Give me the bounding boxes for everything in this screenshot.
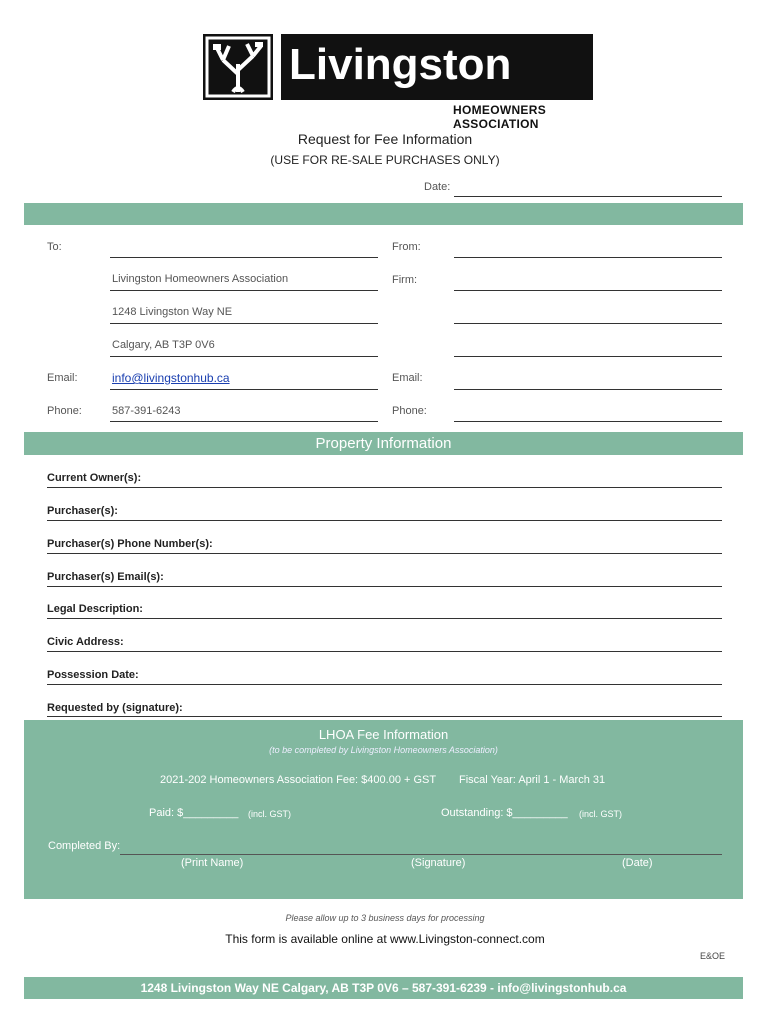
prop-field-civic-address: Civic Address: (47, 636, 124, 648)
prop-line-purchaser-email[interactable] (47, 586, 722, 587)
phone-label: Phone: (47, 405, 82, 417)
outstanding-field[interactable]: Outstanding: $_________ (441, 807, 568, 819)
from-email-field[interactable] (454, 389, 722, 390)
footer-bar-text: 1248 Livingston Way NE Calgary, AB T3P 0V6 – 587-391-6239 - info@livingstonhub.ca (140, 981, 627, 995)
prop-line-purchaser-phone[interactable] (47, 553, 722, 554)
email-link[interactable]: info@livingstonhub.ca (112, 371, 230, 385)
fee-amount: 2021-202 Homeowners Association Fee: $400.00 + GST (160, 774, 437, 786)
to-field[interactable] (110, 257, 378, 258)
logo (203, 34, 593, 131)
to-line-3: Calgary, AB T3P 0V6 (112, 339, 215, 351)
logo-subtitle: HOMEOWNERS ASSOCIATION (453, 103, 546, 131)
prop-line-possession-date[interactable] (47, 684, 722, 685)
footer-bar (24, 977, 743, 999)
prop-field-purchaser-email: Purchaser(s) Email(s): (47, 571, 164, 583)
prop-line-current-owner[interactable] (47, 487, 722, 488)
prop-field-purchaser-phone: Purchaser(s) Phone Number(s): (47, 538, 213, 550)
section-bar (24, 203, 743, 225)
logo-wordmark: Livingston (289, 40, 512, 89)
firm-label: Firm: (392, 274, 418, 286)
prop-line-requested-by[interactable] (47, 716, 722, 717)
to-label: To: (47, 241, 62, 253)
to-line-1-underline (110, 290, 378, 291)
prop-line-purchaser[interactable] (47, 520, 722, 521)
date-caption: (Date) (622, 857, 653, 869)
signature-label: (Signature) (411, 857, 466, 869)
eoe-mark: E&OE (700, 951, 726, 961)
to-line-2-underline (110, 323, 378, 324)
date-label: Date: (424, 181, 451, 193)
to-line-1: Livingston Homeowners Association (112, 273, 289, 285)
print-name-label: (Print Name) (181, 857, 244, 869)
to-line-2: 1248 Livingston Way NE (112, 306, 233, 318)
prop-field-possession-date: Possession Date: (47, 669, 139, 681)
from-phone-field[interactable] (454, 421, 722, 422)
processing-note: Please allow up to 3 business days for processing (285, 913, 485, 923)
property-heading: Property Information (315, 435, 452, 452)
online-note: This form is available online at www.Livingston-connect.com (225, 932, 545, 946)
completed-by-label: Completed By: (48, 840, 121, 852)
email-label: Email: (47, 372, 78, 384)
property-bar (24, 432, 743, 455)
to-line-3-underline (110, 356, 378, 357)
tree-icon (203, 34, 273, 100)
firm-field-3[interactable] (454, 356, 722, 357)
outstanding-note: (incl. GST) (579, 809, 623, 819)
fee-note: (to be completed by Livingston Homeowners Association) (269, 745, 498, 755)
from-label: From: (392, 241, 421, 253)
date-field[interactable] (454, 196, 722, 197)
phone-value: 587-391-6243 (112, 405, 181, 417)
firm-field[interactable] (454, 290, 722, 291)
paid-field[interactable]: Paid: $_________ (149, 807, 239, 819)
prop-field-legal-description: Legal Description: (47, 603, 143, 615)
prop-line-legal-description[interactable] (47, 618, 722, 619)
phone-underline (110, 421, 378, 422)
from-phone-label: Phone: (392, 405, 427, 417)
paid-note: (incl. GST) (248, 809, 292, 819)
prop-field-purchaser: Purchaser(s): (47, 505, 118, 517)
from-field[interactable] (454, 257, 722, 258)
fiscal-year: Fiscal Year: April 1 - March 31 (459, 774, 606, 786)
from-email-label: Email: (392, 372, 423, 384)
fee-heading: LHOA Fee Information (318, 727, 449, 742)
form-title: Request for Fee Information (297, 131, 473, 147)
prop-field-requested-by: Requested by (signature): (47, 702, 183, 714)
prop-line-civic-address[interactable] (47, 651, 722, 652)
firm-field-2[interactable] (454, 323, 722, 324)
email-underline (110, 389, 378, 390)
form-subtitle: (USE FOR RE-SALE PURCHASES ONLY) (270, 153, 500, 167)
prop-field-current-owner: Current Owner(s): (47, 472, 142, 484)
completed-by-line[interactable] (120, 854, 722, 855)
